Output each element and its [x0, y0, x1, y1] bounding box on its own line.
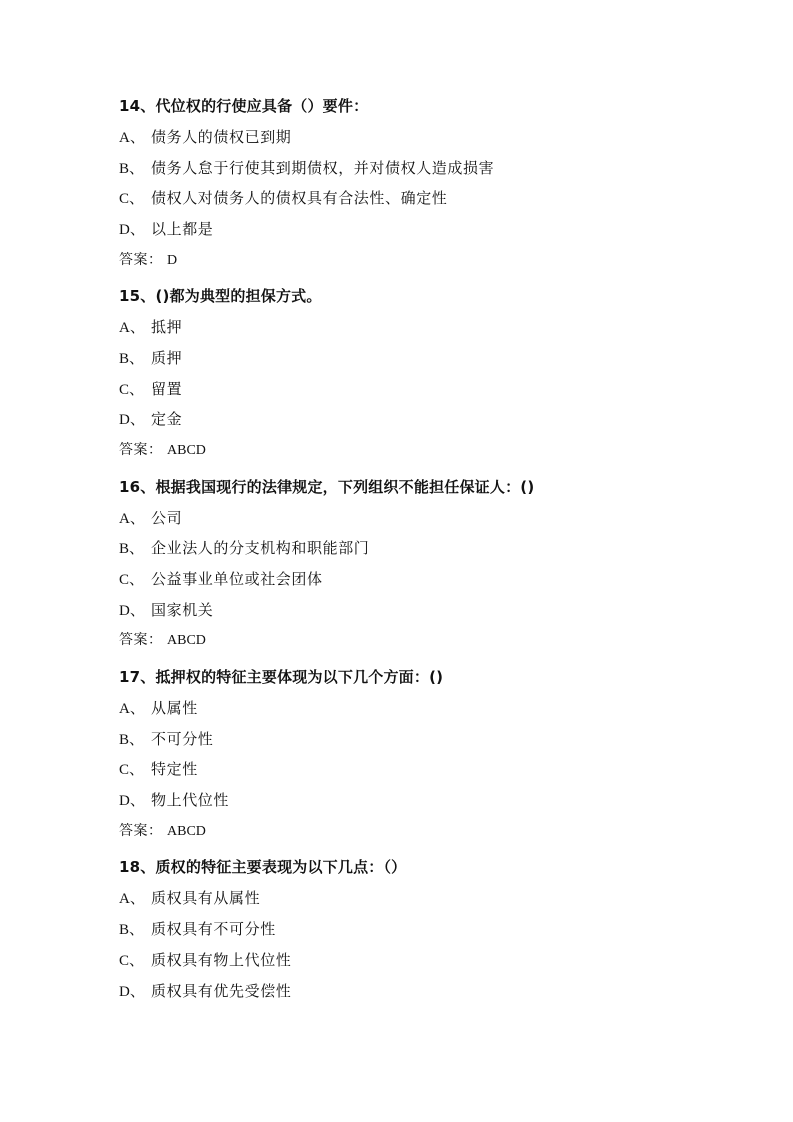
option-text: 债务人怠于行使其到期债权，并对债权人造成损害 — [151, 159, 495, 177]
option-letter: D、 — [119, 222, 145, 238]
option-letter: C、 — [119, 953, 145, 969]
option-letter: B、 — [119, 922, 145, 938]
option-letter: B、 — [119, 732, 145, 748]
option-d — [119, 409, 182, 429]
option-c — [119, 379, 182, 399]
option-letter: A、 — [119, 511, 145, 527]
answer-label: 答案： — [119, 632, 163, 648]
answer-value: D — [167, 253, 178, 268]
option-text: 公司 — [151, 509, 183, 527]
question-title: 15、()都为典型的担保方式。 — [119, 287, 322, 305]
answer-line — [119, 250, 177, 271]
option-text: 物上代位性 — [151, 791, 230, 809]
option-text: 质权具有优先受偿性 — [151, 982, 292, 1000]
option-text: 公益事业单位或社会团体 — [151, 570, 323, 588]
option-text: 国家机关 — [151, 601, 214, 619]
answer-line — [119, 821, 206, 842]
answer-label: 答案： — [119, 823, 163, 839]
option-d — [119, 981, 291, 1001]
option-letter: D、 — [119, 984, 145, 1000]
option-a — [119, 698, 198, 718]
option-c — [119, 759, 198, 779]
option-a — [119, 127, 291, 147]
option-text: 质权具有物上代位性 — [151, 951, 292, 969]
answer-value: ABCD — [167, 443, 206, 458]
option-letter: B、 — [119, 161, 145, 177]
question-title: 17、抵押权的特征主要体现为以下几个方面：() — [119, 668, 444, 686]
answer-line — [119, 440, 206, 461]
option-d — [119, 219, 213, 239]
answer-line — [119, 630, 206, 651]
option-letter: A、 — [119, 701, 145, 717]
option-text: 留置 — [151, 380, 183, 398]
option-letter: B、 — [119, 351, 145, 367]
option-text: 特定性 — [151, 760, 198, 778]
option-b — [119, 538, 369, 558]
option-b — [119, 348, 182, 368]
option-letter: D、 — [119, 412, 145, 428]
option-letter: A、 — [119, 320, 145, 336]
question-title: 16、根据我国现行的法律规定，下列组织不能担任保证人：() — [119, 478, 535, 496]
option-d — [119, 600, 213, 620]
question-title: 18、质权的特征主要表现为以下几点：（） — [119, 858, 407, 876]
option-text: 企业法人的分支机构和职能部门 — [151, 539, 370, 557]
option-b — [119, 158, 494, 178]
answer-label: 答案： — [119, 442, 163, 458]
answer-label: 答案： — [119, 252, 163, 268]
option-a — [119, 508, 182, 528]
answer-value: ABCD — [167, 633, 206, 648]
option-text: 定金 — [151, 410, 183, 428]
option-letter: C、 — [119, 191, 145, 207]
option-letter: C、 — [119, 762, 145, 778]
option-text: 以上都是 — [151, 220, 214, 238]
option-text: 债权人对债务人的债权具有合法性、确定性 — [151, 189, 448, 207]
option-text: 质押 — [151, 349, 183, 367]
option-c — [119, 188, 447, 208]
option-letter: B、 — [119, 541, 145, 557]
question-title: 14、代位权的行使应具备（）要件： — [119, 97, 369, 115]
option-text: 质权具有从属性 — [151, 889, 261, 907]
answer-value: ABCD — [167, 824, 206, 839]
option-letter: A、 — [119, 130, 145, 146]
option-letter: D、 — [119, 793, 145, 809]
option-text: 不可分性 — [151, 730, 214, 748]
option-text: 债务人的债权已到期 — [151, 128, 292, 146]
option-text: 从属性 — [151, 699, 198, 717]
option-a — [119, 888, 260, 908]
option-b — [119, 729, 213, 749]
option-a — [119, 317, 182, 337]
option-letter: D、 — [119, 603, 145, 619]
option-c — [119, 569, 323, 589]
option-letter: C、 — [119, 572, 145, 588]
option-d — [119, 790, 229, 810]
option-text: 质权具有不可分性 — [151, 920, 276, 938]
option-letter: A、 — [119, 891, 145, 907]
option-letter: C、 — [119, 382, 145, 398]
option-text: 抵押 — [151, 318, 183, 336]
option-c — [119, 950, 291, 970]
option-b — [119, 919, 276, 939]
